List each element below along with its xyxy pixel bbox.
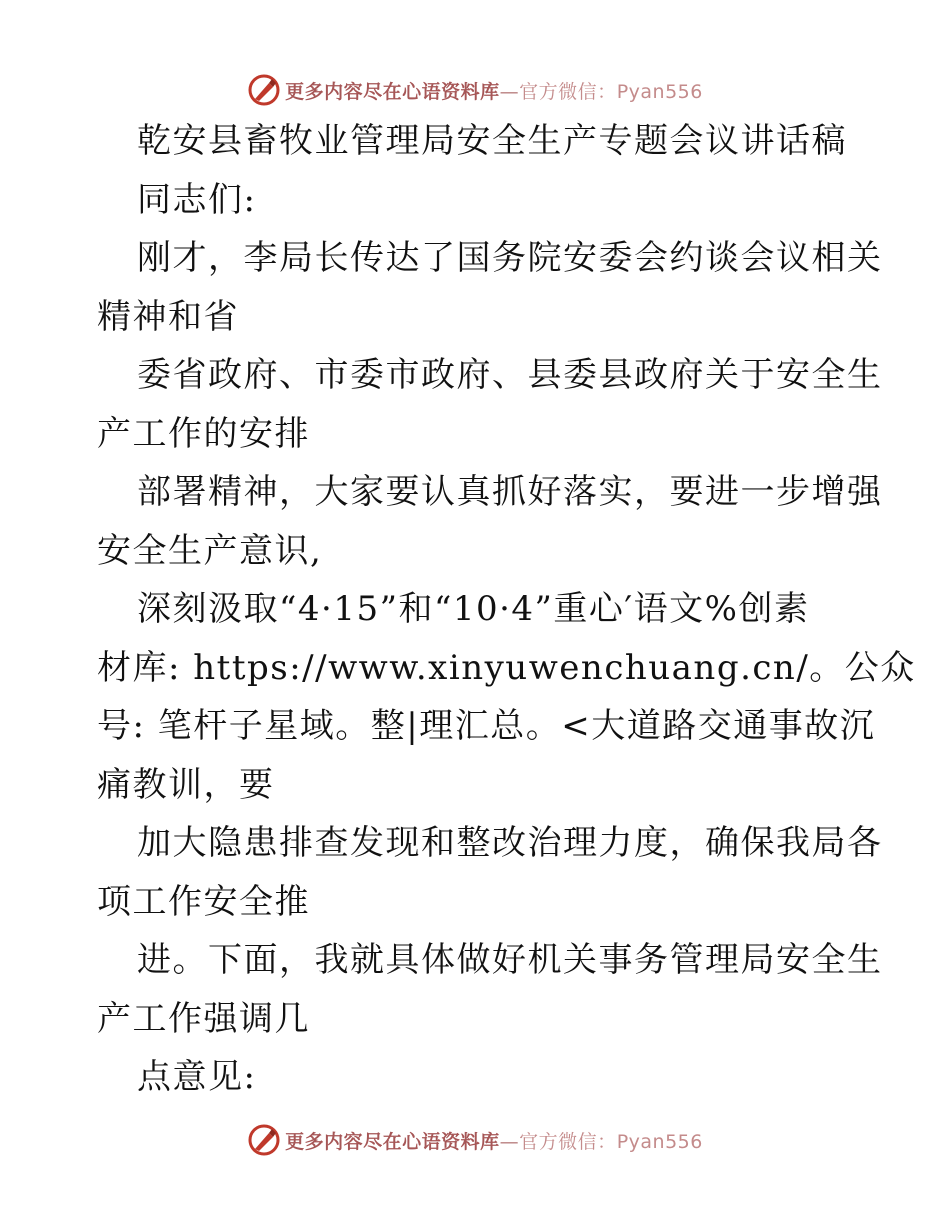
paragraph-line: 痛教训，要 xyxy=(97,764,275,805)
watermark-footer xyxy=(0,1120,950,1160)
paragraph-line: 安全生产意识, xyxy=(97,530,323,571)
paragraph-line: 号: 笔杆子星域。整|理汇总。<大道路交通事故沉 xyxy=(97,706,876,746)
paragraph-line: 部署精神，大家要认真抓好落实，要进一步增强 xyxy=(137,472,883,512)
document-body xyxy=(97,112,916,1107)
paragraph-line: 精神和省 xyxy=(97,296,239,337)
paragraph-line: 项工作安全推 xyxy=(97,881,310,922)
paragraph-line: 加大隐患排查发现和整改治理力度，确保我局各 xyxy=(137,823,883,863)
salutation: 同志们: xyxy=(137,179,257,220)
pen-logo-icon xyxy=(247,1123,281,1157)
paragraph-line: 材库: https://www.xinyuwenchuang.cn/。公众 xyxy=(97,647,916,688)
pen-logo-icon xyxy=(247,73,281,107)
document-title: 乾安县畜牧业管理局安全生产专题会议讲话稿 xyxy=(137,121,847,161)
watermark-text: 更多内容尽在心语资料库—官方微信：Pyan556 xyxy=(285,1130,703,1153)
paragraph-line: 委省政府、市委市政府、县委县政府关于安全生 xyxy=(137,355,883,395)
paragraph-line: 点意见: xyxy=(137,1057,257,1097)
watermark-text: 更多内容尽在心语资料库—官方微信：Pyan556 xyxy=(285,80,703,103)
paragraph-line: 产工作强调几 xyxy=(97,998,310,1039)
paragraph-line: 刚才，李局长传达了国务院安委会约谈会议相关 xyxy=(137,238,883,278)
paragraph-line: 深刻汲取“4·15”和“10·4”重心′语文%创素 xyxy=(137,589,810,629)
watermark-header xyxy=(0,70,950,110)
paragraph-line: 进。下面，我就具体做好机关事务管理局安全生 xyxy=(137,940,883,980)
paragraph-line: 产工作的安排 xyxy=(97,413,310,454)
